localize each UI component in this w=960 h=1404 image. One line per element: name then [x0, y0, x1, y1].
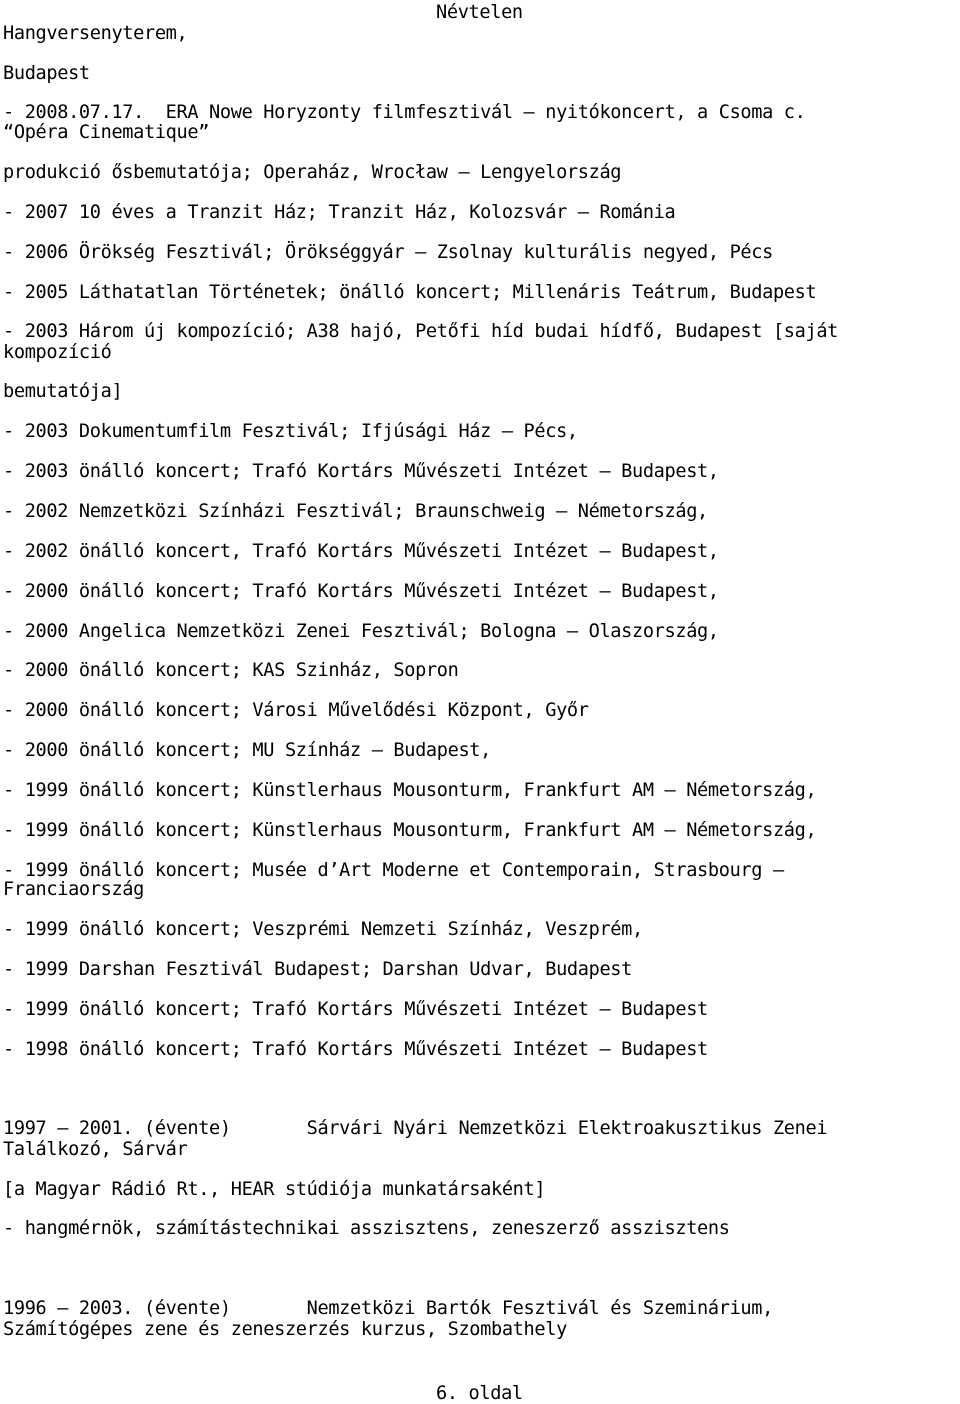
- list-item: - 1999 önálló koncert; Künstlerhaus Mousonturm, Frankfurt AM – Németország,: [3, 820, 817, 841]
- list-item: - 2000 önálló koncert; KAS Szinház, Sopron: [3, 660, 459, 681]
- list-item: - 2002 önálló koncert, Trafó Kortárs Művészeti Intézet – Budapest,: [3, 541, 719, 562]
- header-city: Budapest: [3, 63, 90, 84]
- list-item: - 2000 Angelica Nemzetközi Zenei Fesztivál; Bologna – Olaszország,: [3, 621, 719, 642]
- page-number: 6. oldal: [436, 1383, 523, 1404]
- list-item: - 2003 önálló koncert; Trafó Kortárs Művészeti Intézet – Budapest,: [3, 461, 719, 482]
- list-item: - 1999 önálló koncert; Veszprémi Nemzeti Színház, Veszprém,: [3, 919, 643, 940]
- list-item: - 2002 Nemzetközi Színházi Fesztivál; Braunschweig – Németország,: [3, 501, 708, 522]
- list-item: - 1999 önálló koncert; Trafó Kortárs Művészeti Intézet – Budapest: [3, 999, 708, 1020]
- list-item: - 1999 önálló koncert; Künstlerhaus Mousonturm, Frankfurt AM – Németország,: [3, 780, 817, 801]
- list-item: bemutatója]: [3, 381, 123, 402]
- section-location: Számítógépes zene és zeneszerzés kurzus, Szombathely: [3, 1319, 567, 1340]
- list-item: - 2000 önálló koncert; MU Színház – Budapest,: [3, 740, 491, 761]
- section-roles: - hangmérnök, számítástechnikai asszisztens, zeneszerző asszisztens: [3, 1218, 730, 1239]
- section-affiliation: [a Magyar Rádió Rt., HEAR stúdiója munkatársaként]: [3, 1179, 546, 1200]
- section-location: Találkozó, Sárvár: [3, 1139, 188, 1160]
- list-item: Franciaország: [3, 879, 144, 900]
- list-item: - 2006 Örökség Fesztivál; Örökséggyár – Zsolnay kulturális negyed, Pécs: [3, 242, 773, 263]
- list-item: - 2003 Három új kompozíció; A38 hajó, Petőfi híd budai hídfő, Budapest [saját: [3, 321, 839, 342]
- list-item: produkció ősbemutatója; Operaház, Wrocław – Lengyelország: [3, 162, 622, 183]
- document-title: Névtelen: [436, 2, 523, 23]
- list-item: “Opéra Cinematique”: [3, 122, 210, 143]
- section-heading: 1997 – 2001. (évente) Sárvári Nyári Nemzetközi Elektroakusztikus Zenei: [3, 1118, 828, 1139]
- list-item: kompozíció: [3, 342, 112, 363]
- list-item: - 1999 önálló koncert; Musée d’Art Moderne et Contemporain, Strasbourg –: [3, 860, 784, 881]
- list-item: - 1999 Darshan Fesztivál Budapest; Darshan Udvar, Budapest: [3, 959, 632, 980]
- list-item: - 1998 önálló koncert; Trafó Kortárs Művészeti Intézet – Budapest: [3, 1039, 708, 1060]
- list-item: - 2000 önálló koncert; Trafó Kortárs Művészeti Intézet – Budapest,: [3, 581, 719, 602]
- section-heading: 1996 – 2003. (évente) Nemzetközi Bartók Fesztivál és Szeminárium,: [3, 1298, 773, 1319]
- header-hall: Hangversenyterem,: [3, 23, 188, 44]
- list-item: - 2007 10 éves a Tranzit Ház; Tranzit Ház, Kolozsvár – Románia: [3, 202, 676, 223]
- list-item: - 2008.07.17. ERA Nowe Horyzonty filmfesztivál – nyitókoncert, a Csoma c.: [3, 102, 806, 123]
- list-item: - 2005 Láthatatlan Történetek; önálló koncert; Millenáris Teátrum, Budapest: [3, 282, 817, 303]
- list-item: - 2003 Dokumentumfilm Fesztivál; Ifjúsági Ház – Pécs,: [3, 421, 578, 442]
- list-item: - 2000 önálló koncert; Városi Művelődési Központ, Győr: [3, 700, 589, 721]
